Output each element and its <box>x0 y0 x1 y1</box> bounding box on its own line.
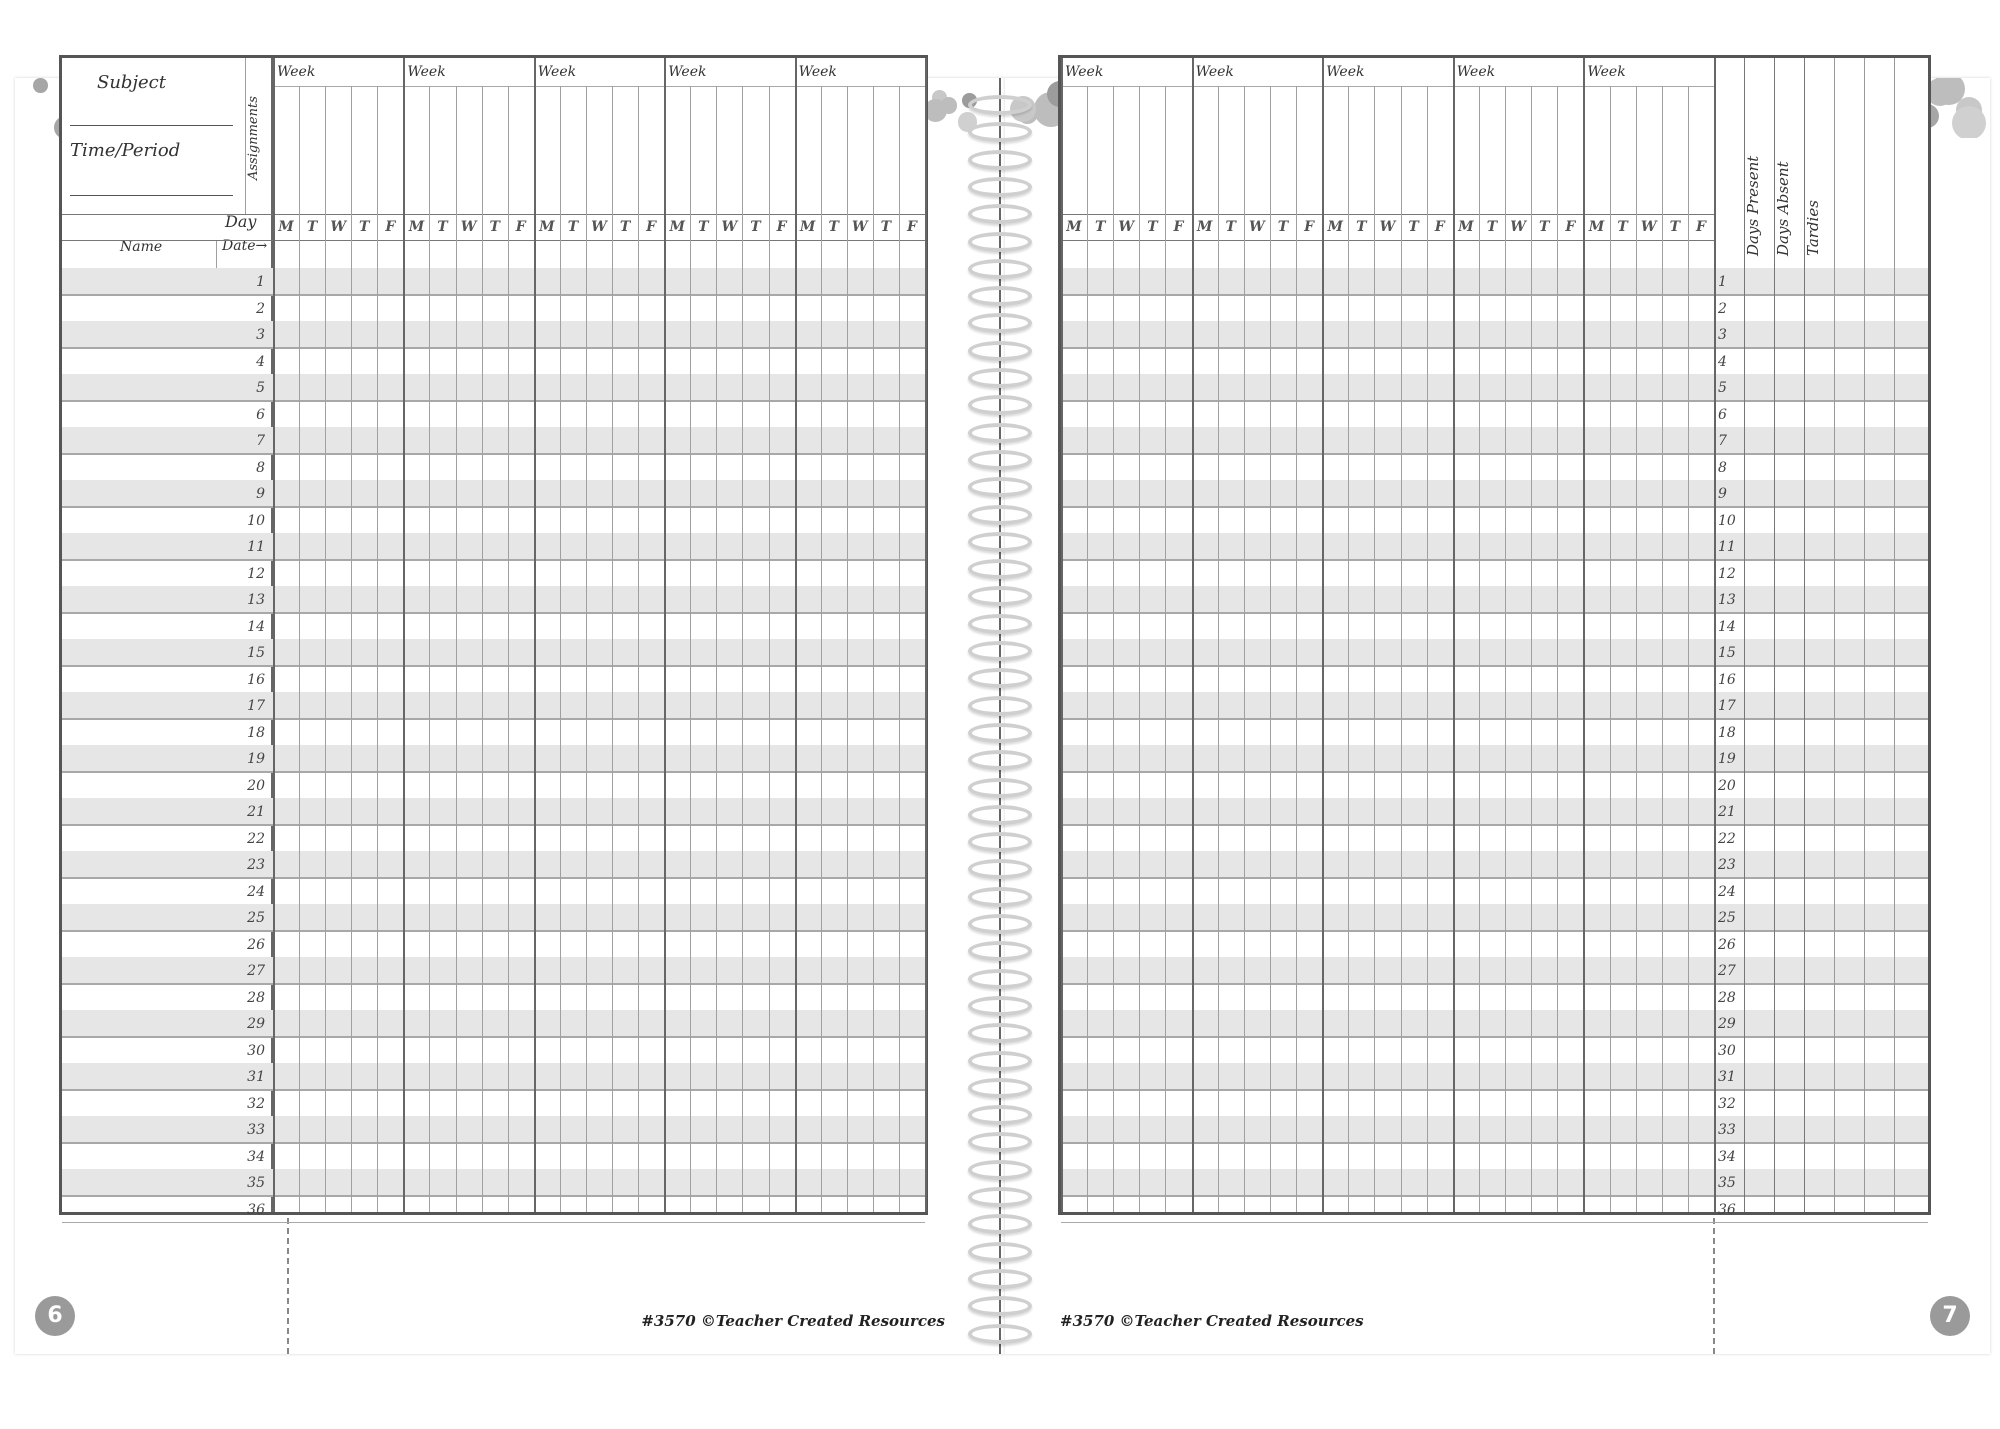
day-divider <box>351 86 352 1212</box>
time-period-label: Time/Period <box>70 140 181 161</box>
day-label-f: F <box>385 219 396 235</box>
spiral-ring <box>968 914 1032 934</box>
row-number: 26 <box>1718 936 1736 953</box>
day-label-f: F <box>776 219 787 235</box>
row-number: 18 <box>1718 724 1736 741</box>
day-label-m: M <box>1066 219 1082 235</box>
day-label-m: M <box>278 219 294 235</box>
row-number: 9 <box>1718 486 1727 502</box>
day-label: Day <box>225 212 257 231</box>
row-number: 12 <box>247 565 265 582</box>
row-number: 12 <box>1718 565 1736 582</box>
day-label-t: T <box>567 219 579 235</box>
spiral-ring <box>968 887 1032 907</box>
day-divider <box>1610 86 1611 1212</box>
day-divider <box>821 86 822 1212</box>
day-label-w: W <box>1379 219 1396 235</box>
day-divider <box>1505 86 1506 1212</box>
row-number: 24 <box>247 883 265 900</box>
day-divider <box>1374 86 1375 1212</box>
row-number: 19 <box>1718 751 1736 767</box>
spiral-ring <box>968 368 1032 388</box>
page-number-right: 7 <box>1930 1296 1970 1336</box>
day-divider <box>325 86 326 1212</box>
row-number: 4 <box>256 353 265 370</box>
spiral-ring <box>968 177 1032 197</box>
day-divider <box>508 86 509 1212</box>
day-label-w: W <box>1118 219 1135 235</box>
day-label-t: T <box>1277 219 1289 235</box>
day-divider <box>560 86 561 1212</box>
row-number: 17 <box>1718 698 1736 714</box>
day-label-w: W <box>460 219 477 235</box>
subject-label: Subject <box>97 72 166 93</box>
row-number: 34 <box>1718 1148 1736 1165</box>
week-label: Week <box>277 64 316 80</box>
grid-end-divider <box>1714 58 1716 1212</box>
day-label-t: T <box>1617 219 1628 235</box>
row-number: 7 <box>256 433 265 449</box>
day-label-t: T <box>359 219 370 235</box>
spiral-ring <box>968 723 1032 743</box>
day-label-t: T <box>750 219 761 235</box>
subject-line[interactable] <box>70 125 233 126</box>
row-number: 31 <box>247 1069 265 1085</box>
spiral-ring <box>968 1324 1032 1344</box>
spiral-ring <box>968 614 1032 634</box>
day-label-t: T <box>1225 219 1236 235</box>
day-label-t: T <box>828 219 839 235</box>
day-divider <box>899 86 900 1212</box>
row-line <box>1061 1222 1928 1223</box>
row-number: 5 <box>1718 380 1727 396</box>
row-number: 35 <box>1718 1175 1736 1191</box>
day-divider <box>377 86 378 1212</box>
day-divider <box>1113 86 1114 1212</box>
row-number: 23 <box>1718 857 1736 873</box>
row-number: 3 <box>256 327 265 343</box>
day-label-m: M <box>539 219 555 235</box>
summary-divider <box>1774 58 1775 1212</box>
spiral-ring <box>968 969 1032 989</box>
day-label-f: F <box>1434 219 1445 235</box>
spiral-ring <box>968 641 1032 661</box>
spiral-ring <box>968 341 1032 361</box>
day-divider <box>1531 86 1532 1212</box>
day-divider <box>769 86 770 1212</box>
spiral-ring <box>968 505 1032 525</box>
summary-divider <box>1894 58 1895 1212</box>
row-number: 33 <box>247 1122 265 1138</box>
page-number-left: 6 <box>35 1296 75 1336</box>
spiral-ring <box>968 696 1032 716</box>
day-label-m: M <box>1588 219 1605 235</box>
week-label: Week <box>798 64 837 80</box>
row-number: 15 <box>247 645 265 661</box>
row-number: 27 <box>247 963 265 979</box>
date-label: Date→ <box>222 238 268 254</box>
row-number: 28 <box>247 989 265 1006</box>
day-divider <box>690 86 691 1212</box>
day-label-t: T <box>489 219 500 235</box>
day-divider <box>1636 86 1637 1212</box>
time-period-line[interactable] <box>70 195 233 196</box>
row-number: 26 <box>247 936 265 953</box>
row-number: 21 <box>1718 804 1736 820</box>
row-number: 32 <box>247 1095 265 1112</box>
day-label-f: F <box>515 219 526 235</box>
day-label-m: M <box>408 219 425 235</box>
row-number: 10 <box>247 512 265 529</box>
row-number: 24 <box>1718 883 1736 900</box>
spiral-ring <box>968 1187 1032 1207</box>
week-label: Week <box>1587 64 1626 80</box>
row-number: 2 <box>1718 300 1727 317</box>
date-divider <box>216 240 217 268</box>
row-number: 22 <box>247 830 265 847</box>
day-label-m: M <box>1196 219 1213 235</box>
day-label-m: M <box>799 219 816 235</box>
gradebook-grid-left <box>59 55 928 1218</box>
row-number: 21 <box>247 804 265 820</box>
row-number: 17 <box>247 698 265 714</box>
row-number: 23 <box>247 857 265 873</box>
name-label: Name <box>120 239 163 255</box>
week-label: Week <box>537 64 577 80</box>
row-number: 22 <box>1718 830 1736 847</box>
spiral-ring <box>968 1242 1032 1262</box>
day-divider <box>482 86 483 1212</box>
row-number: 6 <box>1718 406 1727 423</box>
row-number: 1 <box>256 274 265 290</box>
row-number: 20 <box>1718 777 1736 794</box>
assignments-label: Assignments <box>246 96 261 180</box>
day-label-t: T <box>1539 219 1550 235</box>
spiral-ring <box>968 1269 1032 1289</box>
day-label-w: W <box>1640 219 1657 235</box>
footer-right: #3570 ©Teacher Created Resources <box>1060 1312 1364 1330</box>
row-number: 8 <box>256 459 265 476</box>
day-divider <box>586 86 587 1212</box>
row-number: 6 <box>256 406 265 423</box>
row-number: 29 <box>247 1016 265 1032</box>
summary-divider <box>1804 58 1805 1212</box>
spiral-ring <box>968 1078 1032 1098</box>
spiral-ring <box>968 423 1032 443</box>
week-label: Week <box>1456 64 1496 80</box>
footer-left: #3570 ©Teacher Created Resources <box>641 1312 945 1330</box>
day-label-w: W <box>1249 219 1265 235</box>
days-absent-label: Days Absent <box>1774 161 1792 256</box>
row-number: 5 <box>256 380 265 396</box>
row-number: 13 <box>1718 592 1736 608</box>
day-label-m: M <box>1458 219 1474 235</box>
day-divider <box>1296 86 1297 1212</box>
week-label: Week <box>407 64 446 80</box>
row-number: 25 <box>247 910 265 926</box>
row-number: 29 <box>1718 1016 1736 1032</box>
row-number: 14 <box>247 618 265 635</box>
day-divider <box>1557 86 1558 1212</box>
row-number: 2 <box>256 300 265 317</box>
day-label-f: F <box>1565 219 1576 235</box>
row-number: 36 <box>247 1201 265 1218</box>
spiral-ring <box>968 150 1032 170</box>
row-number: 30 <box>247 1042 265 1059</box>
day-divider <box>847 86 848 1212</box>
day-divider <box>1662 86 1663 1212</box>
spiral-ring <box>968 232 1032 252</box>
spiral-ring <box>968 996 1032 1016</box>
day-label-t: T <box>698 219 709 235</box>
day-divider <box>612 86 613 1212</box>
assignments-divider <box>245 58 246 214</box>
row-number: 9 <box>256 486 265 502</box>
day-divider <box>1479 86 1480 1212</box>
spiral-ring <box>968 832 1032 852</box>
day-divider <box>299 86 300 1212</box>
day-divider <box>742 86 743 1212</box>
spiral-ring <box>968 778 1032 798</box>
row-number: 34 <box>247 1148 265 1165</box>
day-label-w: W <box>721 219 738 235</box>
row-number: 3 <box>1718 327 1727 343</box>
day-label-f: F <box>1695 219 1706 235</box>
spiral-ring <box>968 95 1032 115</box>
grid-end-divider <box>925 58 927 1212</box>
row-line <box>62 1222 925 1223</box>
day-label-f: F <box>646 219 657 235</box>
row-number: 27 <box>1718 963 1736 979</box>
row-number: 16 <box>1718 671 1736 688</box>
day-row-bottom-line <box>1061 240 1714 241</box>
day-label-t: T <box>1669 219 1681 235</box>
day-divider <box>429 86 430 1212</box>
spiral-ring <box>968 450 1032 470</box>
spiral-ring <box>968 286 1032 306</box>
day-divider <box>638 86 639 1212</box>
day-divider <box>716 86 717 1212</box>
day-divider <box>1165 86 1166 1212</box>
row-number: 36 <box>1718 1201 1736 1218</box>
day-label-t: T <box>1356 219 1367 235</box>
day-label-m: M <box>669 219 685 235</box>
day-divider <box>1218 86 1219 1212</box>
tardies-label: Tardies <box>1804 200 1822 256</box>
day-divider <box>1688 86 1689 1212</box>
row-number: 20 <box>247 777 265 794</box>
row-number: 11 <box>247 539 265 555</box>
day-divider <box>1401 86 1402 1212</box>
day-divider <box>1270 86 1271 1212</box>
day-divider <box>1427 86 1428 1212</box>
row-number: 11 <box>1718 539 1736 555</box>
day-label-t: T <box>619 219 631 235</box>
spiral-ring <box>968 532 1032 552</box>
spiral-ring <box>968 1160 1032 1180</box>
week-label-line <box>273 86 925 87</box>
row-number: 16 <box>247 671 265 688</box>
day-divider <box>1244 86 1245 1212</box>
confetti-dot <box>1952 106 1986 138</box>
row-number: 15 <box>1718 645 1736 661</box>
spiral-ring <box>968 805 1032 825</box>
week-label: Week <box>1065 64 1104 80</box>
week-label-line <box>1061 86 1714 87</box>
day-label-t: T <box>437 219 448 235</box>
week-label: Week <box>1195 64 1234 80</box>
day-label-w: W <box>1510 219 1526 235</box>
row-number: 33 <box>1718 1122 1736 1138</box>
day-label-w: W <box>591 219 607 235</box>
row-number: 19 <box>247 751 265 767</box>
row-number: 32 <box>1718 1095 1736 1112</box>
day-label-t: T <box>1486 219 1498 235</box>
day-divider <box>1139 86 1140 1212</box>
row-number: 30 <box>1718 1042 1736 1059</box>
day-label-t: T <box>1147 219 1158 235</box>
week-label: Week <box>668 64 707 80</box>
day-label-t: T <box>1094 219 1106 235</box>
row-number: 31 <box>1718 1069 1736 1085</box>
day-label-t: T <box>1408 219 1419 235</box>
row-number: 25 <box>1718 910 1736 926</box>
day-label-w: W <box>330 219 347 235</box>
row-number: 28 <box>1718 989 1736 1006</box>
summary-divider <box>1834 58 1835 1212</box>
day-divider <box>873 86 874 1212</box>
spiral-ring <box>968 259 1032 279</box>
row-number: 14 <box>1718 618 1736 635</box>
day-row-top-line <box>1061 214 1714 215</box>
day-label-t: T <box>880 219 892 235</box>
day-label-w: W <box>851 219 868 235</box>
row-number: 18 <box>247 724 265 741</box>
day-divider <box>456 86 457 1212</box>
day-label-f: F <box>906 219 917 235</box>
confetti-dot <box>33 78 48 93</box>
row-number: 35 <box>247 1175 265 1191</box>
day-label-t: T <box>306 219 318 235</box>
row-number: 8 <box>1718 459 1727 476</box>
day-label-f: F <box>1304 219 1315 235</box>
row-number: 7 <box>1718 433 1727 449</box>
row-number: 4 <box>1718 353 1727 370</box>
spiral-ring <box>968 1051 1032 1071</box>
gradebook-grid-right <box>1058 55 1931 1218</box>
summary-divider <box>1864 58 1865 1212</box>
days-present-label: Days Present <box>1744 155 1762 256</box>
day-label-f: F <box>1173 219 1184 235</box>
week-label: Week <box>1326 64 1365 80</box>
day-divider <box>1087 86 1088 1212</box>
spiral-ring <box>968 559 1032 579</box>
spiral-ring <box>968 1105 1032 1125</box>
row-number: 10 <box>1718 512 1736 529</box>
day-divider <box>1348 86 1349 1212</box>
row-number: 1 <box>1718 274 1727 290</box>
day-label-m: M <box>1327 219 1343 235</box>
row-number: 13 <box>247 592 265 608</box>
summary-divider <box>1744 58 1745 1212</box>
